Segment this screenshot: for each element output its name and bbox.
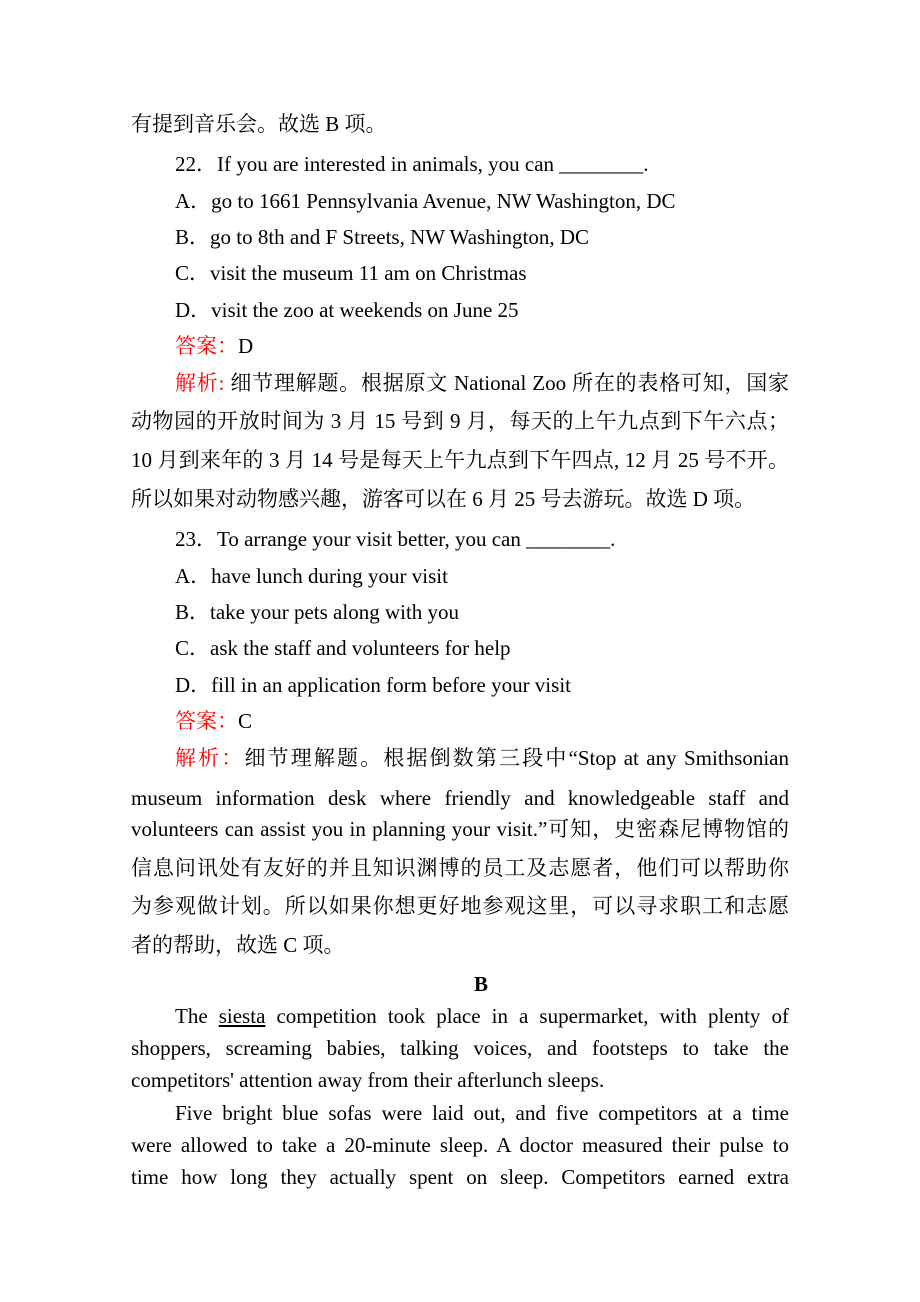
explanation-label: 解析： bbox=[175, 746, 245, 770]
passage-text: The bbox=[175, 1004, 219, 1028]
option-22-a: A．go to 1661 Pennsylvania Avenue, NW Washington, DC bbox=[175, 189, 676, 213]
passage-line: shoppers, screaming babies, talking voices, and footsteps to take the bbox=[131, 1036, 789, 1060]
explanation-22-line: 动物园的开放时间为 3 月 15 号到 9 月，每天的上午九点到下午六点； bbox=[131, 409, 789, 433]
option-22-d: D．visit the zoo at weekends on June 25 bbox=[175, 298, 519, 322]
answer-label: 答案： bbox=[175, 709, 238, 733]
question-22: 22．If you are interested in animals, you can ________. bbox=[175, 152, 649, 176]
answer-22 bbox=[175, 328, 789, 364]
answer-value: C bbox=[238, 709, 253, 733]
text-line: 有提到音乐会。故选 B 项。 bbox=[131, 112, 387, 136]
passage-text: competition took place in a supermarket, with plenty of bbox=[265, 1004, 789, 1028]
explanation-22-line: 所以如果对动物感兴趣，游客可以在 6 月 25 号去游玩。故选 D 项。 bbox=[131, 487, 756, 511]
answer-value: D bbox=[238, 334, 254, 358]
explanation-23-line: 信息问讯处有友好的并且知识渊博的员工及志愿者，他们可以帮助你 bbox=[131, 856, 789, 880]
answer-label: 答案： bbox=[175, 334, 238, 358]
explanation-22-line bbox=[175, 365, 789, 401]
passage-line: Five bright blue sofas were laid out, and five competitors at a time bbox=[175, 1101, 789, 1125]
explanation-23-line bbox=[175, 740, 789, 776]
option-23-c: C．ask the staff and volunteers for help bbox=[175, 636, 511, 660]
option-23-d: D．fill in an application form before your visit bbox=[175, 673, 571, 697]
option-23-b: B．take your pets along with you bbox=[175, 600, 460, 624]
answer-23 bbox=[175, 703, 789, 739]
explanation-label: 解析: bbox=[175, 371, 225, 395]
underlined-word: siesta bbox=[218, 1004, 266, 1028]
option-22-b: B．go to 8th and F Streets, NW Washington, DC bbox=[175, 225, 590, 249]
explanation-23-line: 者的帮助，故选 C 项。 bbox=[131, 933, 345, 957]
passage-line: were allowed to take a 20-minute sleep. A doctor measured their pulse to bbox=[131, 1133, 789, 1157]
explanation-23-line: volunteers can assist you in planning your visit.”可知，史密森尼博物馆的 bbox=[131, 817, 789, 841]
explanation-22-line: 10 月到来年的 3 月 14 号是每天上午九点到下午四点, 12 月 25 号不开。 bbox=[131, 448, 789, 472]
explanation-23-line: museum information desk where friendly and knowledgeable staff and bbox=[131, 786, 789, 810]
question-23: 23．To arrange your visit better, you can ________. bbox=[175, 527, 616, 551]
section-heading: B bbox=[473, 972, 488, 996]
explanation-23-line: 为参观做计划。所以如果你想更好地参观这里，可以寻求职工和志愿 bbox=[131, 894, 789, 918]
explanation-text: 细节理解题。根据原文 National Zoo 所在的表格可知，国家 bbox=[230, 371, 789, 395]
passage-line: time how long they actually spent on sleep. Competitors earned extra bbox=[131, 1165, 789, 1189]
option-23-a: A．have lunch during your visit bbox=[175, 564, 448, 588]
explanation-text: 细节理解题。根据倒数第三段中“Stop at any Smithsonian bbox=[244, 746, 790, 770]
passage-line bbox=[175, 998, 789, 1034]
option-22-c: C．visit the museum 11 am on Christmas bbox=[175, 261, 527, 285]
passage-line: competitors' attention away from their afterlunch sleeps. bbox=[131, 1068, 605, 1092]
